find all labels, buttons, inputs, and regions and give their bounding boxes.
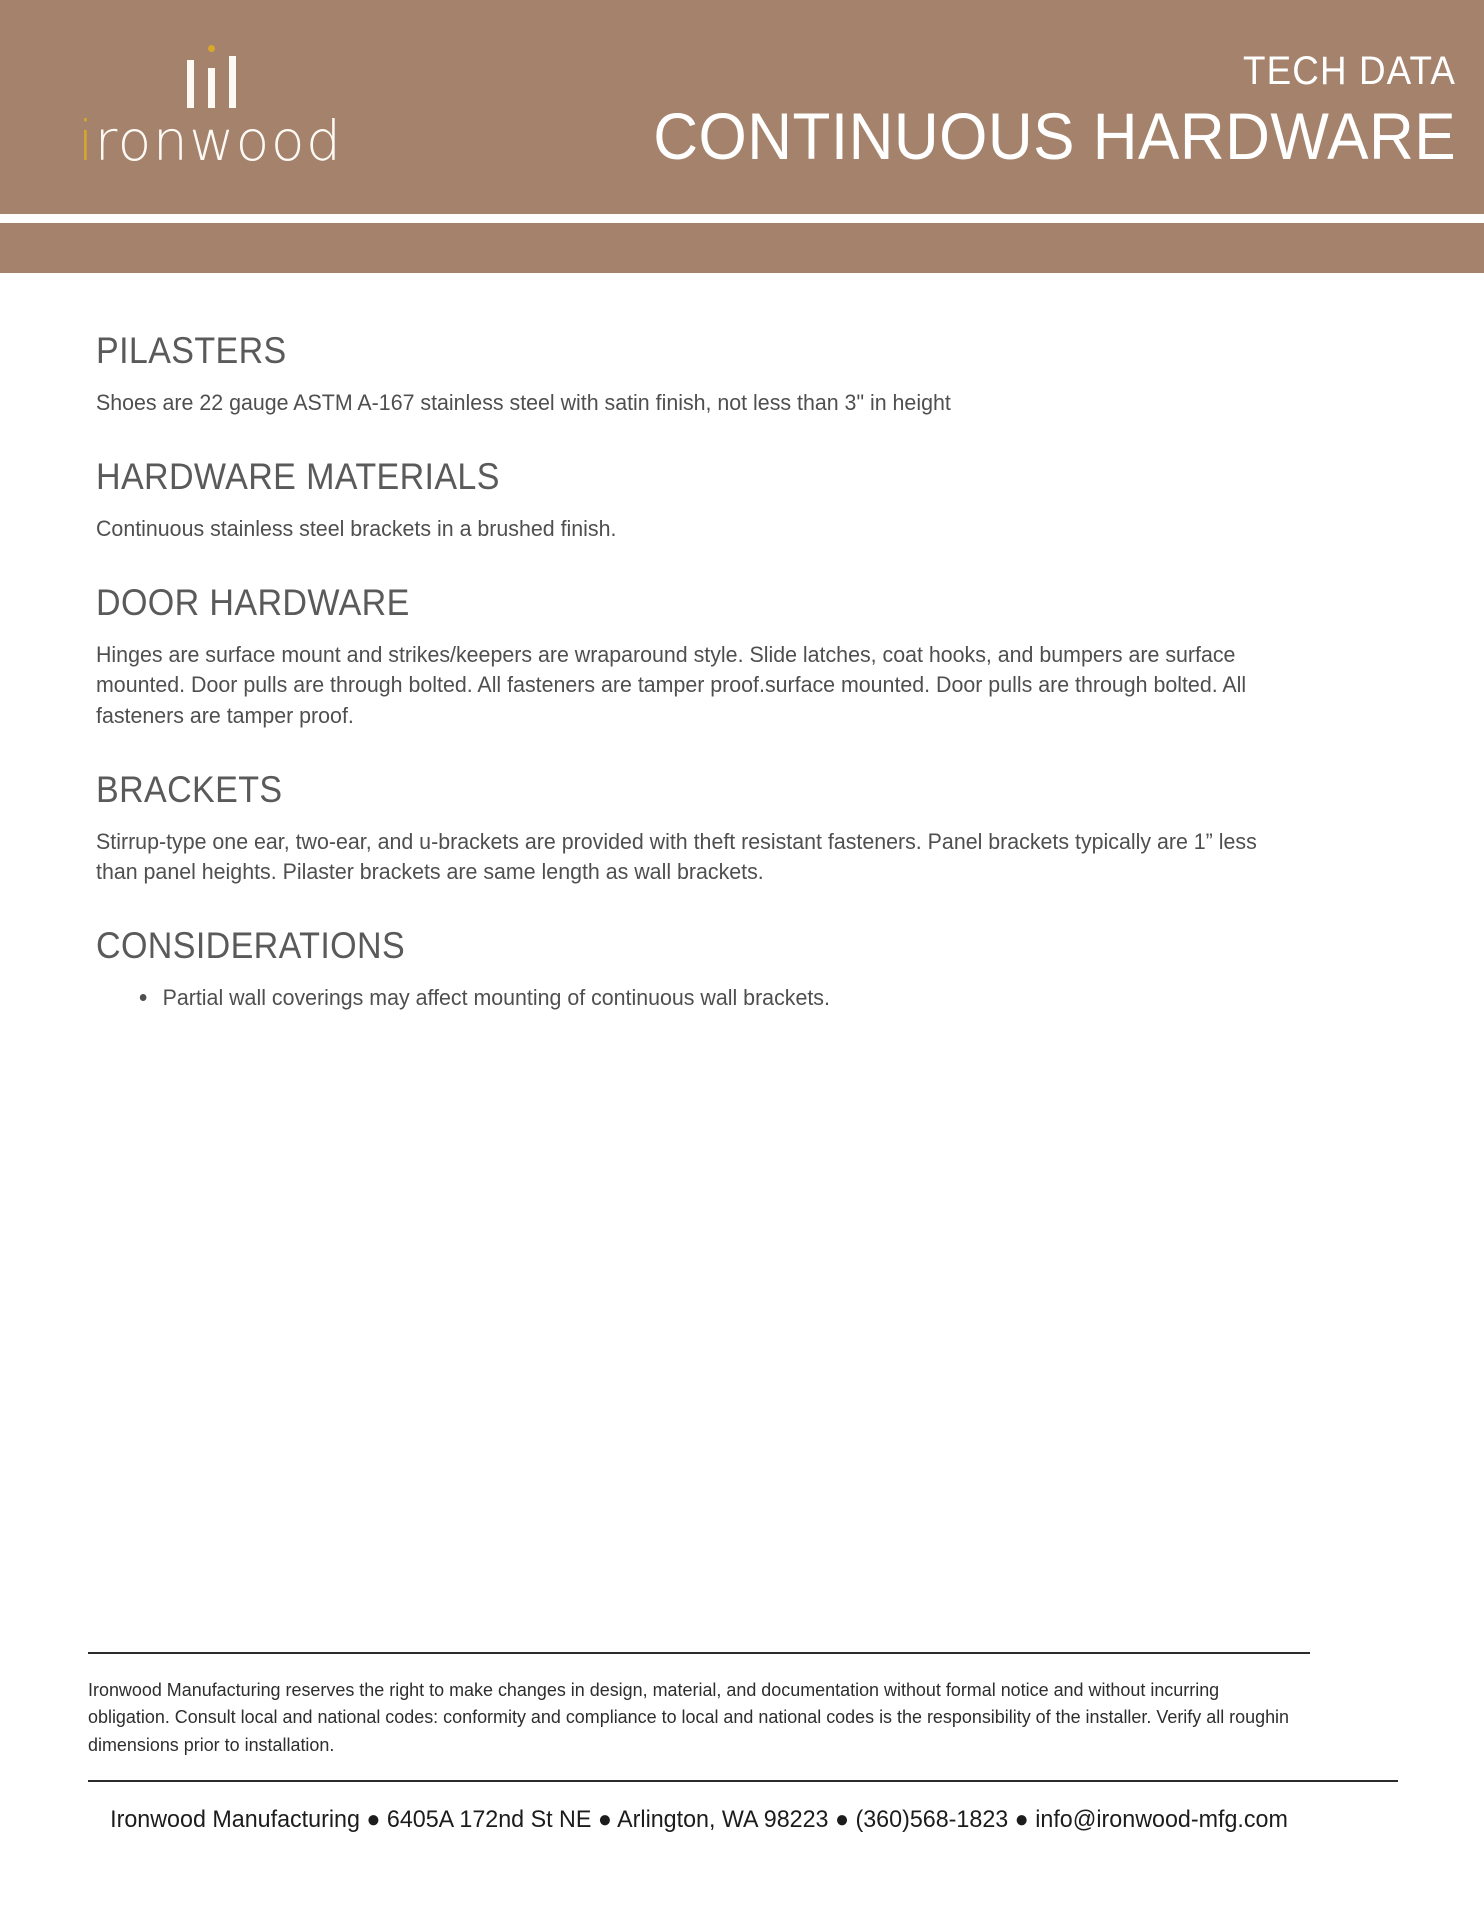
section-heading-considerations: CONSIDERATIONS (96, 924, 406, 966)
section-heading-hardware-materials: HARDWARE MATERIALS (96, 456, 500, 498)
page-footer (88, 1652, 1398, 1834)
section-pilasters (96, 330, 1396, 418)
section-body-hardware-materials: Continuous stainless steel brackets in a brushed finish. (96, 516, 617, 542)
header-band-lower (0, 223, 1484, 273)
brand-wordmark-i: i (78, 109, 95, 173)
section-heading-pilasters: PILASTERS (96, 330, 287, 371)
ironwood-bars-icon (183, 46, 243, 108)
footer-contact-line: Ironwood Manufacturing ● 6405A 172nd St NE ● Arlington, WA 98223 ● (360)568-1823 ● info@ironwood-mfg.com (110, 1806, 1288, 1834)
brand-logo[interactable] (78, 46, 378, 176)
section-heading-brackets: BRACKETS (96, 768, 283, 810)
logo-accent-dot-icon (208, 45, 215, 52)
brand-wordmark-rest: ronwood (94, 109, 343, 173)
document-body (96, 330, 1396, 1051)
section-body-brackets: Stirrup-type one ear, two-ear, and u-brackets are provided with theft resistant fasteners. Panel brackets typically are 1” less than panel heights. Pilaster brackets are same length as wall brackets. (96, 828, 1257, 884)
footer-disclaimer: Ironwood Manufacturing reserves the right to make changes in design, material, and documentation without formal notice and without incurring obligation. Consult local and national codes: conformity and compliance to local and national codes is the responsibility of the installer. Verify all roughin dimensions prior to installation. (88, 1679, 1290, 1755)
header-titles (602, 48, 1456, 176)
section-hardware-materials (96, 456, 1396, 544)
section-door-hardware (96, 582, 1396, 730)
section-brackets (96, 769, 1396, 887)
section-body-pilasters: Shoes are 22 gauge ASTM A-167 stainless steel with satin finish, not less than 3" in height (96, 390, 951, 415)
footer-rule-top (88, 1652, 1310, 1654)
section-heading-door-hardware: DOOR HARDWARE (96, 582, 410, 624)
considerations-list (136, 983, 1396, 1013)
brand-wordmark (78, 109, 378, 173)
logo-bar-left (187, 60, 194, 108)
section-body-door-hardware: Hinges are surface mount and strikes/keepers are wraparound style. Slide latches, coat hooks, and bumpers are surface mounted. Door pulls are through bolted. All fasteners are tamper proof.surface mounted. Door pulls are through bolted. All fasteners are tamper proof. (96, 642, 1247, 728)
section-considerations (96, 925, 1396, 1013)
list-item: Partial wall coverings may affect mounting of continuous wall brackets. (136, 983, 1333, 1013)
logo-bar-right (229, 56, 236, 108)
document-kicker: TECH DATA (1242, 49, 1456, 93)
logo-bar-middle (208, 68, 215, 108)
header-divider-stripe (0, 214, 1484, 223)
footer-rule-bottom (88, 1780, 1398, 1782)
page-title: CONTINUOUS HARDWARE (653, 99, 1456, 173)
